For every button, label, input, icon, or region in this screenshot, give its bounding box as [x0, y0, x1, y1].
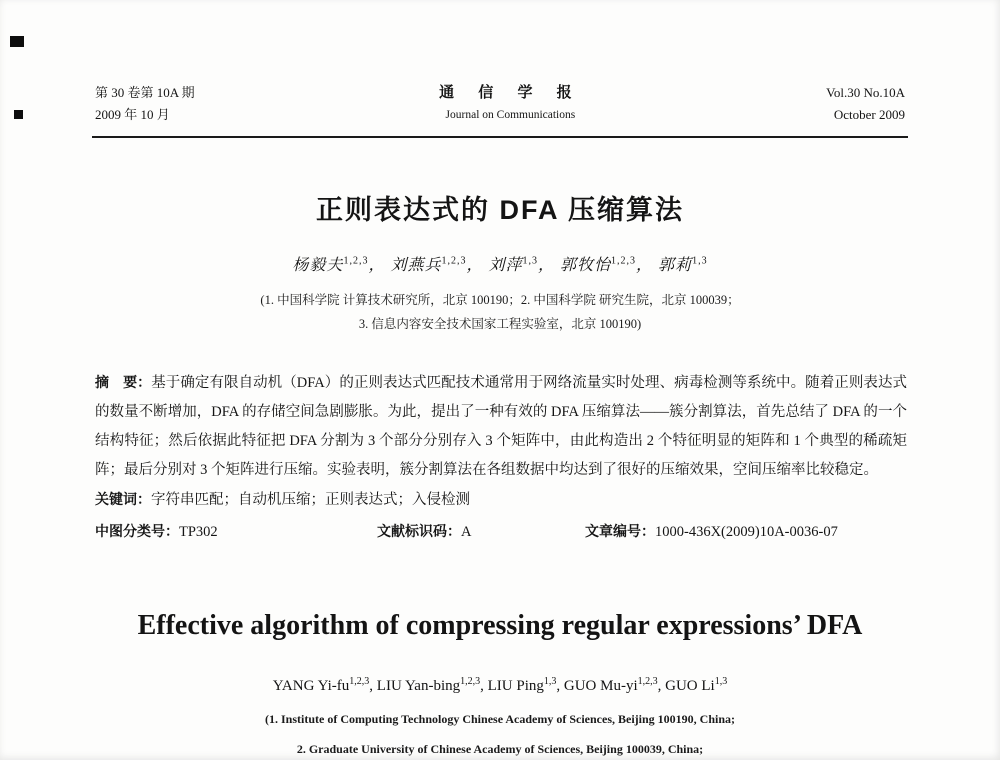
paper-title-cn: 正则表达式的 DFA 压缩算法 — [315, 195, 684, 225]
author-affil-sup: 1,2,3 — [343, 255, 369, 267]
author-affil-sup: 1,3 — [714, 676, 728, 687]
paper-title-en: Effective algorithm of compressing regular expressions’ DFA — [137, 610, 863, 641]
abstract-paragraph — [95, 368, 907, 485]
author-affil-sup: 1,2,3 — [349, 676, 370, 687]
author-separator: , — [369, 678, 377, 694]
issue-date-en: October 2009 — [833, 107, 905, 122]
author-affil-sup: 1,2,3 — [611, 255, 637, 267]
author-separator: ， — [368, 257, 386, 274]
header-issue-info — [95, 82, 195, 126]
author-line-cn — [0, 252, 1000, 275]
keywords-label: 关键词： — [95, 491, 151, 507]
author-separator: , — [556, 678, 564, 694]
author-name: 郭莉 — [658, 257, 693, 274]
author-affil-sup: 1,2,3 — [460, 676, 481, 687]
author-line-en — [0, 676, 1000, 695]
author-name: GUO Li — [665, 678, 715, 694]
meta-line — [95, 517, 907, 547]
author-affil-sup: 1,3 — [543, 676, 557, 687]
scan-artifact-mark — [10, 36, 24, 47]
author-separator: , — [657, 678, 662, 694]
author-separator: ， — [466, 257, 484, 274]
author-name: 郭牧怡 — [560, 257, 612, 274]
author-separator: ， — [538, 257, 556, 274]
affiliation-cn-line1: (1. 中国科学院 计算技术研究所，北京 100190；2. 中国科学院 研究生院，北京 100039； — [260, 293, 740, 307]
clc-label: 中图分类号： — [95, 523, 179, 539]
clc-value: TP302 — [179, 524, 218, 540]
author-name: GUO Mu-yi — [563, 678, 638, 694]
author-name: 刘燕兵 — [390, 257, 442, 274]
author-affil-sup: 1,2,3 — [637, 676, 658, 687]
journal-header — [95, 82, 905, 126]
author-affil-sup: 1,2,3 — [441, 255, 467, 267]
author-name: YANG Yi-fu — [272, 678, 350, 694]
author-affil-sup: 1,3 — [522, 255, 538, 267]
issue-volume-en: Vol.30 No.10A — [826, 85, 905, 100]
author-separator: , — [480, 678, 488, 694]
author-separator: ， — [636, 257, 654, 274]
doc-code-label: 文献标识码： — [377, 523, 461, 539]
header-divider — [92, 136, 908, 138]
doc-code-item — [377, 517, 585, 547]
issue-volume-cn: 第 30 卷第 10A 期 — [95, 85, 195, 100]
author-name: LIU Ping — [487, 678, 544, 694]
article-id-value: 1000-436X(2009)10A-0036-07 — [655, 524, 838, 540]
affiliation-en-line1: (1. Institute of Computing Technology Chinese Academy of Sciences, Beijing 100190, China; — [264, 712, 736, 726]
clc-item — [95, 517, 377, 547]
article-id-item — [585, 517, 907, 547]
affiliation-cn-line2: 3. 信息内容安全技术国家工程实验室，北京 100190) — [358, 317, 642, 331]
author-affil-sup: 1,3 — [692, 255, 708, 267]
journal-name-cn: 通 信 学 报 — [439, 84, 582, 101]
doc-code-value: A — [461, 524, 472, 540]
abstract-text: 基于确定有限自动机（DFA）的正则表达式匹配技术通常用于网络流量实时处理、病毒检测等系统中。随着正则表达式的数量不断增加，DFA 的存储空间急剧膨胀。为此，提出了一种有效的 DFA 压缩算法——簇分割算法，首先总结了 DFA 的一个结构特征；然后依据此特征把 DFA 分割为 3 个部分分别存入 3 个矩阵中，由此构造出 2 个特征明显的矩阵和 1 个典型的稀疏矩阵；最后分别对 3 个矩阵进行压缩。实验表明，簇分割算法在各组数据中均达到了很好的压缩效果，空间压缩率比较稳定。 — [95, 375, 907, 478]
author-name: LIU Yan-bing — [376, 678, 461, 694]
journal-name-en: Journal on Communications — [445, 109, 576, 121]
scan-artifact-mark — [14, 110, 23, 119]
author-name: 刘萍 — [488, 257, 523, 274]
keywords-text: 字符串匹配；自动机压缩；正则表达式；入侵检测 — [151, 492, 470, 508]
abstract-block — [95, 368, 907, 547]
article-id-label: 文章编号： — [585, 523, 655, 539]
abstract-label: 摘 要： — [95, 374, 152, 390]
journal-name-block — [439, 82, 582, 126]
issue-date-cn: 2009 年 10 月 — [95, 107, 170, 122]
affiliation-en-line2: 2. Graduate University of Chinese Academy of Sciences, Beijing 100039, China; — [296, 742, 704, 756]
header-volume-info — [826, 82, 905, 126]
author-name: 杨毅夫 — [292, 257, 344, 274]
keywords-line — [95, 485, 907, 515]
